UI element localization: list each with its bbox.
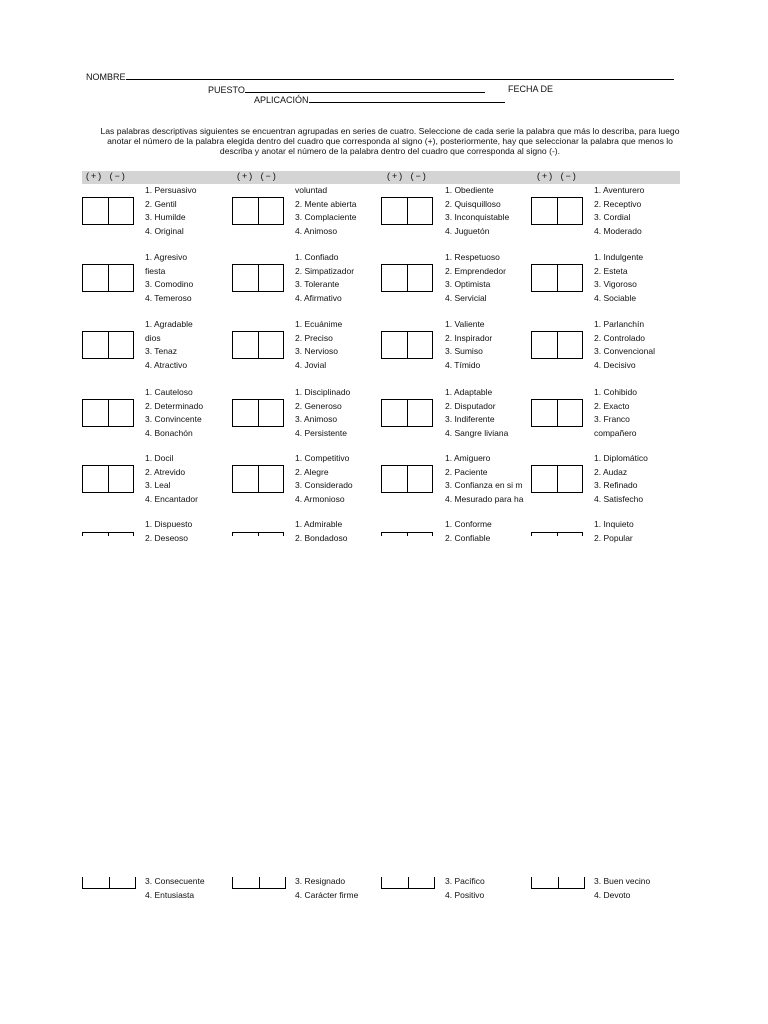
answer-boxes[interactable]	[531, 399, 583, 427]
nombre-field[interactable]	[126, 71, 674, 80]
word-list	[145, 318, 193, 372]
word-option: 4. Sociable	[594, 292, 637, 303]
word-option: 4. Sangre liviana	[445, 427, 509, 438]
answer-boxes-partial-bottom[interactable]	[531, 877, 585, 889]
answer-boxes[interactable]	[531, 465, 583, 493]
word-list-partial-top	[295, 518, 347, 545]
puesto-field[interactable]	[245, 84, 485, 93]
answer-boxes[interactable]	[232, 264, 284, 292]
answer-boxes[interactable]	[232, 399, 284, 427]
word-option: 1. Ecuánime	[295, 319, 343, 329]
word-option: 3. Vigoroso	[594, 279, 637, 289]
answer-boxes-partial-bottom[interactable]	[232, 877, 286, 889]
word-option: 4. Afirmativo	[295, 292, 342, 303]
answer-boxes[interactable]	[232, 197, 284, 225]
word-list	[145, 452, 198, 506]
word-option: 1. Disciplinado	[295, 387, 351, 397]
word-option: 1. Parlanchín	[594, 319, 645, 329]
word-list	[295, 184, 356, 238]
word-list-partial-bottom	[594, 875, 650, 902]
word-option: 4. Moderado	[594, 225, 642, 236]
word-list-partial-bottom	[445, 875, 485, 902]
answer-boxes-partial-bottom[interactable]	[82, 877, 136, 889]
answer-boxes-partial-top[interactable]	[82, 532, 134, 536]
word-option: 1. Respetuoso	[445, 252, 500, 262]
word-option: 4. Original	[145, 225, 184, 236]
word-option: 3. Buen vecino	[594, 876, 651, 886]
word-option: fiesta	[145, 265, 166, 276]
word-option: 1. Docil	[145, 453, 174, 463]
fecha-label: FECHA DE	[508, 84, 554, 94]
word-list-partial-top	[594, 518, 634, 545]
word-list	[445, 318, 531, 372]
word-option: 1. Confiado	[295, 252, 339, 262]
word-list	[295, 318, 342, 372]
word-list	[594, 386, 637, 440]
word-option: 1. Agradable	[145, 319, 193, 329]
answer-boxes-partial-top[interactable]	[232, 532, 284, 536]
word-list	[594, 452, 648, 506]
answer-boxes[interactable]	[82, 399, 134, 427]
answer-boxes[interactable]	[82, 197, 134, 225]
puesto-label: PUESTO	[208, 85, 245, 95]
column-header-2: (+) (−)	[236, 172, 278, 182]
word-option: 1. Agresivo	[145, 252, 188, 262]
word-option: 4. Juguetón	[445, 225, 490, 236]
word-option: 2. Paciente	[445, 466, 488, 477]
word-list	[594, 251, 643, 305]
word-option: 3. Pacífico	[445, 876, 485, 886]
word-option: 4. Temeroso	[145, 292, 192, 303]
answer-boxes[interactable]	[531, 264, 583, 292]
word-option: 1. Competitivo	[295, 453, 350, 463]
word-option: 3. Indiferente	[445, 414, 495, 424]
word-option: 1. Diplomático	[594, 453, 648, 463]
word-option: 3. Franco	[594, 414, 630, 424]
word-option: 2. Disputador	[445, 400, 496, 411]
word-option: compañero	[594, 427, 637, 438]
word-option: 4. Tímido	[445, 359, 481, 370]
word-list	[145, 251, 193, 305]
word-option: 1. Amiguero	[445, 453, 491, 463]
word-list	[445, 386, 531, 440]
answer-boxes-partial-top[interactable]	[531, 532, 583, 536]
word-option: 4. Mesurado para ha	[445, 493, 524, 504]
word-option: 4. Devoto	[594, 889, 631, 900]
word-option: 3. Leal	[145, 480, 171, 490]
word-option: 2. Receptivo	[594, 198, 642, 209]
aplicacion-field[interactable]	[309, 94, 505, 103]
word-option: 1. Cauteloso	[145, 387, 193, 397]
word-option: 1. Indulgente	[594, 252, 644, 262]
word-option: 2. Atrevido	[145, 466, 186, 477]
word-option: 2. Popular	[594, 532, 633, 543]
word-option: 3. Inconquistable	[445, 212, 510, 222]
word-option: 3. Refinado	[594, 480, 638, 490]
word-option: 4. Armonioso	[295, 493, 345, 504]
word-option: 2. Simpatizador	[295, 265, 355, 276]
word-option: 4. Entusiasta	[145, 889, 195, 900]
word-option: 1. Persuasivo	[145, 185, 197, 195]
word-option: 3. Comodino	[145, 279, 194, 289]
nombre-label: NOMBRE	[86, 72, 126, 82]
word-option: 4. Satisfecho	[594, 493, 644, 504]
word-option: 2. Preciso	[295, 332, 333, 343]
word-option: 3. Considerado	[295, 480, 353, 490]
word-option: 3. Humilde	[145, 212, 186, 222]
answer-boxes[interactable]	[381, 331, 433, 359]
word-option: 1. Dispuesto	[145, 519, 193, 529]
word-option: 1. Aventurero	[594, 185, 645, 195]
answer-boxes[interactable]	[531, 197, 583, 225]
word-option: 2. Inspirador	[445, 332, 493, 343]
word-list	[445, 452, 531, 506]
word-option: 4. Decisivo	[594, 359, 636, 370]
word-option: 2. Alegre	[295, 466, 329, 477]
word-option: 3. Tenaz	[145, 346, 177, 356]
answer-boxes-partial-bottom[interactable]	[381, 877, 435, 889]
word-option: 4. Atractivo	[145, 359, 188, 370]
answer-boxes-partial-top[interactable]	[381, 532, 433, 536]
word-list	[295, 452, 353, 506]
word-option: 3. Cordial	[594, 212, 631, 222]
word-option: 1. Adaptable	[445, 387, 493, 397]
aplicacion-label: APLICACIÓN	[254, 95, 309, 105]
word-option: 3. Tolerante	[295, 279, 340, 289]
word-option: 4. Carácter firme	[295, 889, 359, 900]
word-option: 1. Inquieto	[594, 519, 634, 529]
word-option: 2. Audaz	[594, 466, 628, 477]
column-header-1: (+) (−)	[85, 172, 127, 182]
word-option: 3. Convencional	[594, 346, 655, 356]
answer-boxes[interactable]	[82, 465, 134, 493]
word-list	[145, 184, 197, 238]
word-option: 3. Optimista	[445, 279, 491, 289]
word-list	[145, 386, 203, 440]
word-list	[445, 184, 531, 238]
word-option: 1. Cohibido	[594, 387, 638, 397]
answer-boxes[interactable]	[381, 465, 433, 493]
word-list	[594, 184, 644, 238]
word-option: 2. Quisquilloso	[445, 198, 501, 209]
answer-boxes[interactable]	[82, 264, 134, 292]
word-list-partial-bottom	[295, 875, 358, 902]
word-option: 4. Bonachón	[145, 427, 193, 438]
word-list-partial-bottom	[145, 875, 205, 902]
answer-boxes[interactable]	[232, 465, 284, 493]
word-option: 3. Convincente	[145, 414, 202, 424]
word-option: 3. Confianza en si m	[445, 480, 523, 490]
word-list	[295, 386, 350, 440]
word-list	[594, 318, 655, 372]
column-header-3: (+) (−)	[386, 172, 428, 182]
word-option: 3. Complaciente	[295, 212, 357, 222]
word-option: 2. Emprendedor	[445, 265, 506, 276]
word-option: 2. Esteta	[594, 265, 628, 276]
word-option: dios	[145, 332, 161, 343]
word-option: 3. Resignado	[295, 876, 346, 886]
word-option: 1. Valiente	[445, 319, 485, 329]
word-option: 3. Consecuente	[145, 876, 205, 886]
word-option: 2. Gentil	[145, 198, 177, 209]
word-option: 4. Servicial	[445, 292, 487, 303]
answer-boxes[interactable]	[232, 331, 284, 359]
column-header-4: (+) (−)	[536, 172, 578, 182]
aplicacion-line[interactable]	[254, 94, 505, 105]
nombre-line[interactable]	[86, 71, 674, 82]
word-list	[445, 251, 531, 305]
answer-boxes[interactable]	[381, 264, 433, 292]
word-option: 2. Deseoso	[145, 532, 188, 543]
word-list	[295, 251, 354, 305]
word-list-partial-top	[145, 518, 192, 545]
word-option: 2. Confiable	[445, 532, 491, 543]
word-option: 4. Jovial	[295, 359, 327, 370]
answer-boxes[interactable]	[82, 331, 134, 359]
answer-boxes[interactable]	[381, 197, 433, 225]
word-option: 1. Admirable	[295, 519, 343, 529]
word-option: 2. Mente abierta	[295, 198, 357, 209]
word-option: 4. Encantador	[145, 493, 198, 504]
column-header-bar	[82, 171, 680, 184]
answer-boxes[interactable]	[531, 331, 583, 359]
word-option: 3. Animoso	[295, 414, 338, 424]
word-option: voluntad	[295, 185, 328, 195]
word-option: 4. Positivo	[445, 889, 485, 900]
word-option: 4. Persistente	[295, 427, 347, 438]
word-option: 2. Exacto	[594, 400, 630, 411]
word-option: 2. Determinado	[145, 400, 204, 411]
answer-boxes[interactable]	[381, 399, 433, 427]
word-list-partial-top	[445, 518, 492, 545]
instructions: Las palabras descriptivas siguientes se encuentran agrupadas en series de cuatro. Seleccione de cada serie la palabra que más lo describa, para luego anotar el número de la palabra elegida dentro del cuadro que corresponda al signo (+), posteriormente, hay que seleccionar la palabra que menos lo describa y anotar el número de la palabra dentro del cuadro que corresponda al signo (-).	[100, 126, 680, 157]
word-option: 3. Nervioso	[295, 346, 338, 356]
word-option: 2. Generoso	[295, 400, 342, 411]
word-option: 3. Sumiso	[445, 346, 483, 356]
word-option: 2. Bondadoso	[295, 532, 348, 543]
word-option: 1. Obediente	[445, 185, 494, 195]
word-option: 2. Controlado	[594, 332, 646, 343]
word-option: 4. Animoso	[295, 225, 338, 236]
word-option: 1. Conforme	[445, 519, 492, 529]
